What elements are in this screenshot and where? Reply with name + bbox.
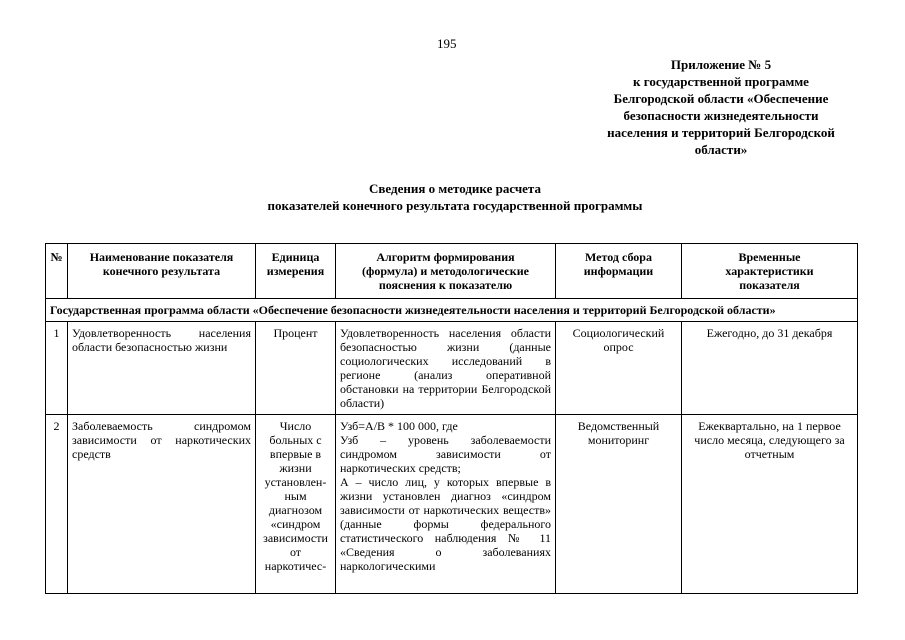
row-unit: Процент [256, 322, 336, 415]
table-header-row [46, 244, 858, 299]
appendix-block [586, 56, 856, 158]
row-name: Заболеваемость синдромом зависимости от наркотических средств [68, 415, 256, 594]
section-row [46, 299, 858, 322]
header-method: Метод сбора информации [556, 244, 682, 299]
table-row [46, 322, 858, 415]
header-num: № [46, 244, 68, 299]
methodology-table [45, 243, 858, 594]
section-title: Государственная программа области «Обеспечение безопасности жизнедеятельности населения и территорий Белгородской области» [46, 299, 858, 322]
row-num: 1 [46, 322, 68, 415]
appendix-line: безопасности жизнедеятельности [623, 108, 819, 123]
row-method: Ведомственный мониторинг [556, 415, 682, 594]
table-row [46, 415, 858, 594]
page-number: 195 [437, 36, 457, 51]
row-method: Социологический опрос [556, 322, 682, 415]
header-algorithm: Алгоритм формирования (формула) и методологические пояснения к показателю [336, 244, 556, 299]
row-time: Ежегодно, до 31 декабря [682, 322, 858, 415]
row-name: Удовлетворенность населения области безопасностью жизни [68, 322, 256, 415]
row-algorithm: Узб=А/В * 100 000, где Узб – уровень заболеваемости синдромом зависимости от наркотических средств; А – число лиц, у которых впервые в жизни установлен диагноз «синдром зависимости от наркотических веществ» (данные формы федерального статистического наблюдения № 11 «Сведения о заболеваниях наркологическими [336, 415, 556, 594]
row-algorithm: Удовлетворенность населения области безопасностью жизни (данные социологических исследований в регионе (анализ оперативной обстановки на территории Белгородской области) [336, 322, 556, 415]
title-line: Сведения о методике расчета [369, 181, 541, 196]
appendix-line: области» [694, 142, 748, 157]
appendix-line: Приложение № 5 [670, 57, 772, 72]
appendix-line: Белгородской области «Обеспечение [613, 91, 829, 106]
header-name: Наименование показателя конечного результата [68, 244, 256, 299]
header-time: Временные характеристики показателя [682, 244, 858, 299]
row-time: Ежеквартально, на 1 первое число месяца, следующего за отчетным [682, 415, 858, 594]
header-unit: Единица измерения [256, 244, 336, 299]
row-unit: Число больных с впервые в жизни установлен- ным диагнозом «синдром зависимости от наркотичес- [256, 415, 336, 594]
document-title [170, 180, 740, 214]
appendix-line: к государственной программе [633, 74, 809, 89]
appendix-line: населения и территорий Белгородской [607, 125, 835, 140]
title-line: показателей конечного результата государственной программы [267, 198, 643, 213]
row-num: 2 [46, 415, 68, 594]
